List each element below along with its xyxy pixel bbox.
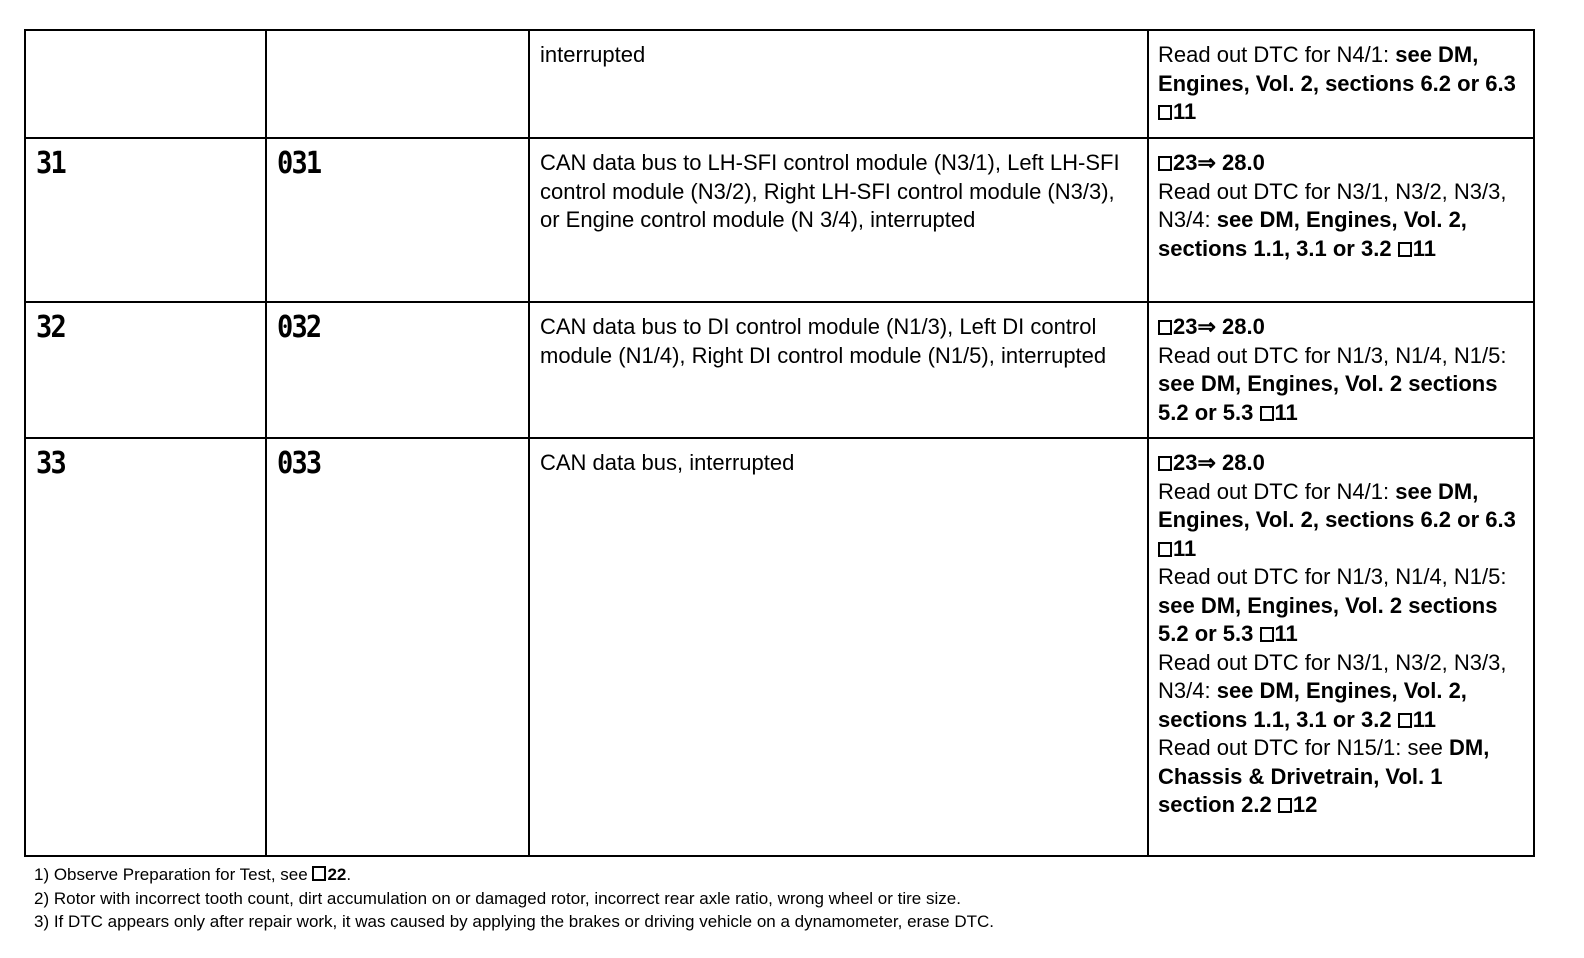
fault-description: CAN data bus to LH-SFI control module (N3/1), Left LH-SFI control module (N3/2), Right LH-SFI control module (N3/3), or Engine control module (N 3/4), interrupted — [540, 150, 1120, 232]
reference-box-icon — [1158, 456, 1172, 471]
remedy-cell — [1148, 302, 1534, 438]
display-code: 031 — [277, 146, 321, 181]
footnote-1: 1) Observe Preparation for Test, see 22. — [34, 865, 352, 884]
dtc-code-cell — [266, 302, 529, 438]
blink-code: 31 — [36, 146, 65, 181]
fault-description: interrupted — [540, 42, 646, 67]
dtc-code-cell — [25, 302, 266, 438]
fault-description: CAN data bus to DI control module (N1/3), Left DI control module (N1/4), Right DI control module (N1/5), interrupted — [540, 314, 1107, 368]
description-cell — [529, 438, 1148, 856]
table-row — [25, 30, 1534, 138]
reference-box-icon — [1398, 242, 1412, 257]
dtc-code-cell — [25, 438, 266, 856]
footnotes — [34, 863, 994, 934]
dtc-code-cell — [266, 30, 529, 138]
goto-step: 23⇒ 28.0 — [1158, 313, 1525, 342]
footnote-3: 3) If DTC appears only after repair work, it was caused by applying the brakes or driving vehicle on a dynamometer, erase DTC. — [34, 912, 994, 931]
reference-box-icon — [1158, 542, 1172, 557]
table-row — [25, 438, 1534, 856]
dtc-code-cell — [266, 138, 529, 302]
dtc-code-cell — [266, 438, 529, 856]
display-code: 032 — [277, 310, 321, 345]
reference-box-icon — [1158, 156, 1172, 171]
reference-box-icon — [1398, 713, 1412, 728]
remedy-step: Read out DTC for N1/3, N1/4, N1/5: see DM, Engines, Vol. 2 sections 5.2 or 5.3 11 — [1158, 564, 1507, 646]
remedy-step: Read out DTC for N3/1, N3/2, N3/3, N3/4: see DM, Engines, Vol. 2, sections 1.1, 3.1 or 3.2 11 — [1158, 178, 1507, 261]
blink-code: 32 — [36, 310, 65, 345]
table-row — [25, 138, 1534, 302]
reference-box-icon — [1158, 105, 1172, 120]
remedy-step: Read out DTC for N1/3, N1/4, N1/5: see DM, Engines, Vol. 2 sections 5.2 or 5.3 11 — [1158, 342, 1507, 425]
fault-description: CAN data bus, interrupted — [540, 450, 795, 475]
reference-box-icon — [1260, 627, 1274, 642]
arrow-icon: ⇒ — [1197, 450, 1216, 475]
reference-box-icon — [1260, 406, 1274, 421]
description-cell — [529, 302, 1148, 438]
footnote-2: 2) Rotor with incorrect tooth count, dirt accumulation on or damaged rotor, incorrect rear axle ratio, wrong wheel or tire size. — [34, 888, 961, 908]
reference-box-icon — [312, 866, 326, 881]
dtc-code-cell — [25, 138, 266, 302]
reference-box-icon — [1158, 320, 1172, 335]
dtc-table — [24, 29, 1535, 857]
table-row — [25, 302, 1534, 438]
description-cell — [529, 138, 1148, 302]
description-cell — [529, 30, 1148, 138]
remedy-step: Read out DTC for N4/1: see DM, Engines, Vol. 2, sections 6.2 or 6.3 11 — [1158, 478, 1516, 561]
goto-step: 23⇒ 28.0 — [1158, 149, 1525, 178]
arrow-icon: ⇒ — [1197, 314, 1216, 339]
dtc-code-cell — [25, 30, 266, 138]
remedy-step: Read out DTC for N3/1, N3/2, N3/3, N3/4: see DM, Engines, Vol. 2, sections 1.1, 3.1 or 3.2 11 — [1158, 649, 1507, 732]
goto-step: 23⇒ 28.0 — [1158, 449, 1525, 478]
remedy-step: Read out DTC for N15/1: see DM, Chassis & Drivetrain, Vol. 1 section 2.2 12 — [1158, 735, 1490, 817]
remedy-step: Read out DTC for N4/1: see DM, Engines, Vol. 2, sections 6.2 or 6.3 11 — [1158, 42, 1516, 124]
remedy-cell — [1148, 30, 1534, 138]
reference-box-icon — [1278, 798, 1292, 813]
arrow-icon: ⇒ — [1197, 150, 1216, 175]
remedy-cell — [1148, 138, 1534, 302]
display-code: 033 — [277, 446, 321, 481]
remedy-cell — [1148, 438, 1534, 856]
blink-code: 33 — [36, 446, 65, 481]
